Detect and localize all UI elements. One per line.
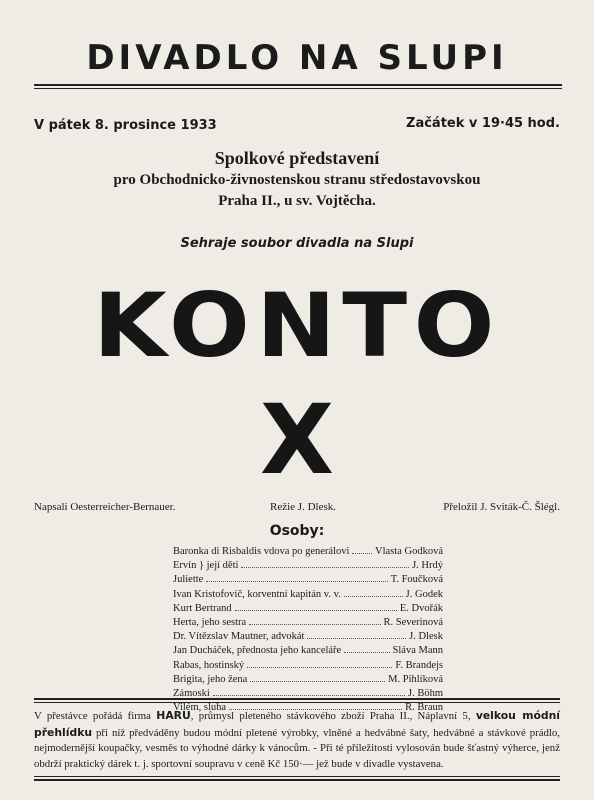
- cast-actor: Sláva Mann: [392, 645, 443, 657]
- cast-actor: T. Foučková: [390, 574, 443, 586]
- authors: Napsali Oesterreicher-Bernauer.: [34, 501, 176, 513]
- cast-row: [173, 645, 443, 659]
- cast-role: Dr. Vítězslav Mautner, advokát: [173, 631, 305, 643]
- director: Režie J. Dlesk.: [270, 501, 336, 513]
- cast-row: [173, 617, 443, 631]
- leader-dots: [247, 667, 392, 668]
- cast-role: Herta, jeho sestra: [173, 616, 247, 628]
- leader-dots: [344, 596, 403, 597]
- cast-role: Vilém, sluha: [173, 702, 227, 714]
- translator: Přeložil J. Sviták-Č. Šlégl.: [443, 501, 560, 513]
- notice-rule-bottom: [34, 776, 560, 781]
- cast-list: [173, 546, 443, 716]
- notice-text: [34, 708, 560, 772]
- event-location: Praha II., u sv. Vojtěcha.: [218, 193, 376, 209]
- notice-rule-top: [34, 698, 560, 703]
- start-time: Začátek v 19·45 hod.: [406, 116, 560, 131]
- cast-role: Rabas, hostinský: [173, 659, 245, 671]
- cast-row: [173, 631, 443, 645]
- cast-actor: J. Böhm: [407, 687, 443, 699]
- leader-dots: [307, 638, 406, 639]
- leader-dots: [344, 652, 389, 653]
- cast-actor: E. Dvořák: [399, 602, 443, 614]
- header-rule: [34, 84, 562, 89]
- leader-dots: [235, 610, 397, 611]
- leader-dots: [352, 553, 372, 554]
- cast-actor: M. Pihlíková: [388, 673, 443, 685]
- brand-name: HARU: [156, 709, 191, 722]
- cast-row: [173, 589, 443, 603]
- cast-actor: Vlasta Godková: [375, 546, 443, 557]
- cast-role: Brigita, jeho žena: [173, 673, 248, 685]
- cast-actor: J. Dlesk: [409, 631, 443, 643]
- cast-actor: R. Severinová: [383, 616, 443, 628]
- fashion-show-label: velkou módní přehlídku: [34, 709, 560, 739]
- cast-role: Ervín } její děti: [173, 560, 239, 572]
- leader-dots: [241, 567, 409, 568]
- cast-row: [173, 574, 443, 588]
- notice-text-part: , průmysl pleteného stávkového zboží Praha II., Náplavní 5,: [190, 710, 476, 722]
- event-organizer: pro Obchodnicko-živnostenskou stranu středostavovskou: [113, 172, 481, 188]
- cast-role: Zámoski: [173, 687, 210, 699]
- cast-row: [173, 674, 443, 688]
- cast-actor: J. Hrdý: [412, 560, 443, 572]
- theatre-name: DIVADLO NA SLUPI: [86, 38, 508, 78]
- cast-role: Ivan Kristofovič, korventní kapitán v. v.: [173, 588, 341, 600]
- play-title-x: X: [259, 384, 334, 496]
- notice-text-part: V přestávce pořádá firma: [34, 710, 157, 722]
- cast-row: [173, 546, 443, 560]
- leader-dots: [250, 681, 385, 682]
- performance-date: V pátek 8. prosince 1933: [34, 118, 217, 133]
- leader-dots: [206, 581, 387, 582]
- cast-row: [173, 603, 443, 617]
- leader-dots: [249, 624, 380, 625]
- cast-actor: J. Godek: [405, 588, 443, 600]
- play-title-main: KONTO: [93, 274, 501, 377]
- cast-actor: F. Brandejs: [395, 659, 443, 671]
- performed-by: Sehraje soubor divadla na Slupi: [180, 236, 414, 251]
- fashion-show-notice: [34, 698, 560, 781]
- event-type: Spolkové představení: [214, 148, 380, 168]
- cast-actor: R. Braun: [405, 702, 443, 714]
- cast-role: Jan Ducháček, přednosta jeho kanceláře: [173, 645, 342, 657]
- cast-heading: Osoby:: [269, 523, 325, 539]
- notice-text-part: při níž předváděny budou módní pletené výrobky, vlněné a hedvábné šaty, hedvábné a stávkové prádlo, nejmodernější koupačky, vesměs to výhodné dárky k vánocům. - Při té příležitosti vylosován bude šťastný výherce, jenž obdrží praktický dárek t. j. sportovní soupravu v ceně Kč 150·— jež bude v divadle vystavena.: [34, 726, 560, 770]
- leader-dots: [213, 695, 405, 696]
- cast-role: Baronka di Risbaldis vdova po generálovi: [173, 546, 350, 557]
- cast-row: [173, 560, 443, 574]
- cast-row: [173, 660, 443, 674]
- cast-role: Kurt Bertrand: [173, 602, 232, 614]
- cast-role: Juliette: [173, 574, 204, 586]
